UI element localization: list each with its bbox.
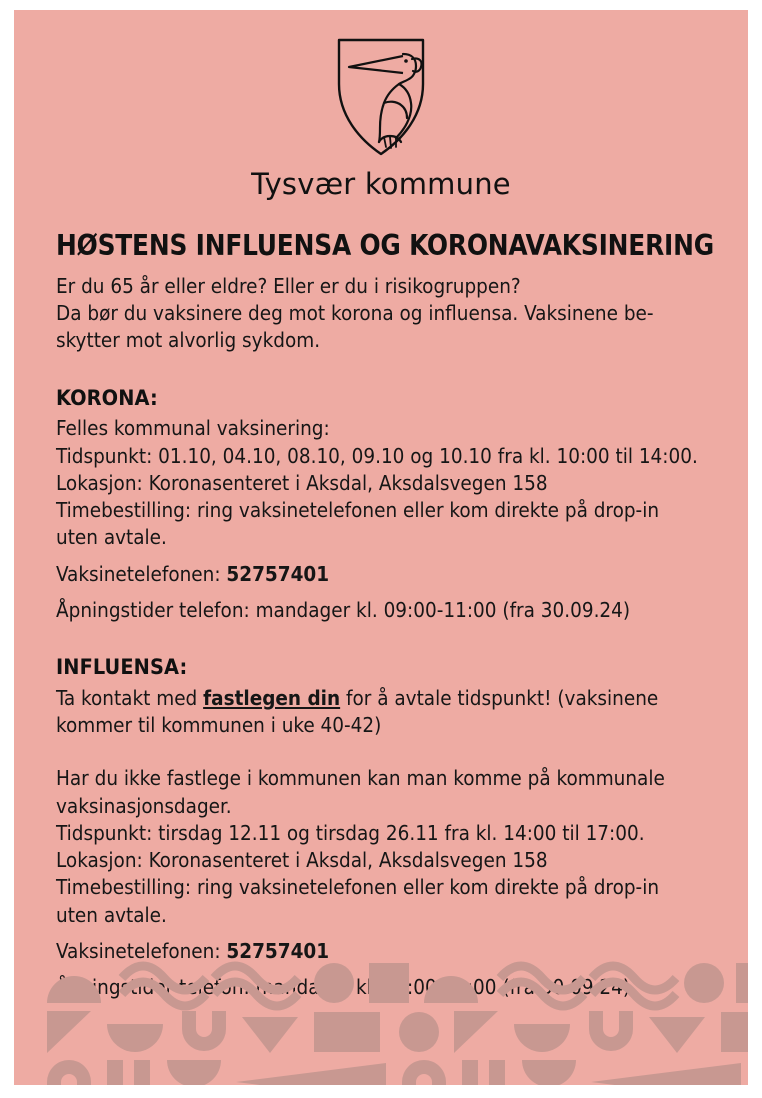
intro-line-1: Er du 65 år eller eldre? Eller er du i risikogruppen?: [56, 273, 521, 298]
intro-line-3: skytter mot alvorlig sykdom.: [56, 328, 321, 353]
influensa-line-0: Har du ikke fastlege i kommunen kan man komme på kommunale: [56, 766, 665, 791]
influensa-line-3: Lokasjon: Koronasenteret i Aksdal, Aksdalsvegen 158: [56, 848, 548, 873]
influensa-phone-label: Vaksinetelefonen:: [56, 938, 227, 963]
organization-name: Tysvær kommune: [251, 167, 511, 201]
poster-canvas: [14, 10, 748, 1085]
tysvaer-coat-of-arms-heron-shield-icon: [333, 37, 429, 157]
section-heading-influensa: INFLUENSA:: [56, 655, 188, 681]
influensa-contact-line-2: kommer til kommunen i uke 40-42): [56, 713, 382, 738]
korona-phone-hours: Åpningstider telefon: mandager kl. 09:00-11:00 (fra 30.09.24): [56, 597, 631, 622]
poster-content: [14, 230, 748, 1002]
korona-line-3: Timebestilling: ring vaksinetelefonen eller kom direkte på drop-in: [56, 498, 660, 523]
korona-line-1: Tidspunkt: 01.10, 04.10, 08.10, 09.10 og 10.10 fra kl. 10:00 til 14:00.: [56, 443, 698, 468]
korona-line-4: uten avtale.: [56, 525, 167, 550]
korona-phone-number[interactable]: 52757401: [226, 561, 330, 586]
intro-paragraph: [56, 273, 708, 355]
influensa-contact-line-1: [56, 685, 708, 712]
influensa-contact: [56, 685, 708, 740]
crest-container: [14, 10, 748, 157]
korona-phone-label: Vaksinetelefonen:: [56, 561, 227, 586]
influensa-phone-number[interactable]: 52757401: [226, 938, 330, 963]
korona-line-2: Lokasjon: Koronasenteret i Aksdal, Aksdalsvegen 158: [56, 470, 548, 495]
influensa-contact-post: for å avtale tidspunkt! (vaksinene: [340, 685, 659, 710]
influensa-line-4: Timebestilling: ring vaksinetelefonen eller kom direkte på drop-in: [56, 875, 660, 900]
korona-line-0: Felles kommunal vaksinering:: [56, 416, 330, 441]
page-title: HØSTENS INFLUENSA OG KORONAVAKSINERING: [56, 228, 714, 262]
korona-phone-row: [56, 561, 708, 588]
influensa-line-1: vaksinasjonsdager.: [56, 793, 232, 818]
influensa-phone-hours: Åpningstider mandager kl. (fra 30.09.24): [56, 975, 631, 1000]
section-heading-korona: KORONA:: [56, 385, 158, 411]
influensa-line-2: Tidspunkt: tirsdag 12.11 og tirsdag 26.11 fra kl. 14:00 til 17:00.: [56, 820, 645, 845]
geometric-shapes-band-icon: [14, 960, 748, 1085]
decorative-pattern-band: [14, 960, 748, 1085]
influensa-contact-pre: Ta kontakt med: [56, 685, 204, 710]
fastlegen-din-link[interactable]: fastlegen din: [203, 685, 341, 710]
influensa-line-5: uten avtale.: [56, 902, 167, 927]
intro-line-2: Da bør du vaksinere deg mot korona og influensa. Vaksinene be-: [56, 301, 654, 326]
korona-details: [56, 415, 708, 624]
